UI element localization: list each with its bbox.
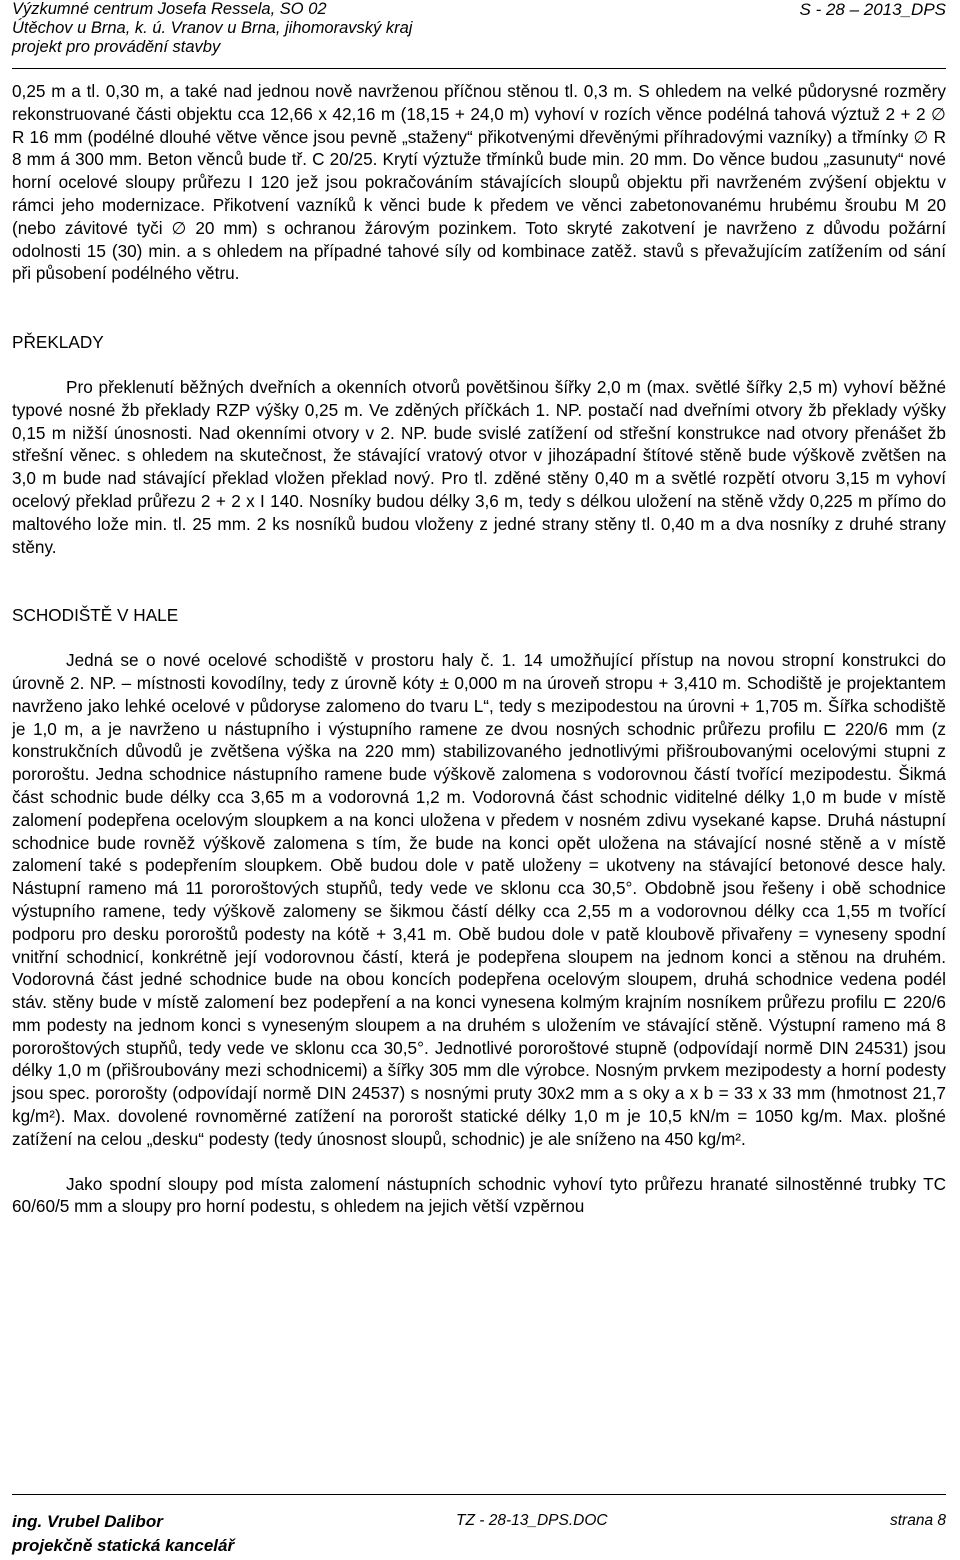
- footer-divider: [12, 1494, 946, 1495]
- header-divider: [12, 68, 946, 69]
- paragraph-lintels: Pro překlenutí běžných dveřních a okenních otvorů povětšinou šířky 2,0 m (max. světlé šířky 2,5 m) vyhoví běžné typové nosné žb překlady RZP výšky 0,25 m. Ve zděných příčkách 1. NP. postačí nad dveřními otvory žb překlady výšky 0,15 m nižší únosnosti. Nad okenními otvory v 2. NP. bude svislé zatížení od střešní konstrukce nad otvory přenášet žb střešní věnec. s ohledem na skutečnost, že stávající vratový otvor v jihozápadní štítové stěně bude výškově zvětšen na 3,0 m bude nad stávající překlad vložen překlad nový. Pro tl. zděné stěny 0,40 m a světlé rozpětí otvoru 3,15 m vyhoví ocelový překlad průřezu 2 + 2 x I 140. Nosníky budou délky 3,6 m, tedy s délkou uložení na stěně vždy 0,225 m přímo do maltového lože min. tl. 25 mm. 2 ks nosníků budou vloženy z jedné strany stěny tl. 0,40 m a dva nosníky z druhé strany stěny.: [12, 376, 946, 557]
- header-phase: projekt pro provádění stavby: [12, 38, 221, 56]
- footer-office: projekčně statická kancelář: [12, 1536, 235, 1555]
- header-location: Útěchov u Brna, k. ú. Vranov u Brna, jihomoravský kraj: [12, 19, 413, 37]
- paragraph-ring-beam: 0,25 m a tl. 0,30 m, a také nad jednou nově navrženou příčnou stěnou tl. 0,3 m. S ohledem na velké půdorysné rozměry rekonstruované části objektu cca 12,66 x 42,16 m (18,15 + 24,0 m) vyhoví v rozích věnce podélná tahová výztuž 2 + 2 ∅ R 16 mm (podélné dlouhé větve věnce jsou pevně „staženy“ přikotvenými dřevěnými příhradovými vazníky) a třmínky ∅ R 8 mm á 300 mm. Beton věnců bude tř. C 20/25. Krytí výztuže třmínků bude min. 20 mm. Do věnce budou „zasunuty“ nové horní ocelové sloupy průřezu I 120 jež jsou pokračováním stávajících sloupů objektu při navrženém zvýšení objektu v rámci jeho modernizace. Přikotvení vazníků k věnci bude k předem ve věnci zabetonovanému hrubému šroubu M 20 (nebo závitové tyči ∅ 20 mm) s ochranou žárovým pozinkem. Toto skryté zakotvení je navrženo z důvodu požární odolnosti 15 (30) min. a s ohledem na případné tahové síly od kombinace zatěž. stavů s převažujícím zatížením od sání při působení podélného větru.: [12, 81, 946, 284]
- footer-page-number: strana 8: [889, 1512, 946, 1529]
- paragraph-staircase: Jedná se o nové ocelové schodiště v prostoru haly č. 1. 14 umožňující přístup na novou stropní konstrukci do úrovně 2. NP. – místnosti kovodílny, tedy z úrovně kóty ± 0,000 m na úroveň stropu + 3,410 m. Schodiště je projektantem navrženo jako lehké ocelové v půdoryse zalomeno do tvaru L“, tedy s mezipodestou na úrovni + 1,705 m. Šířka schodiště je 1,0 m, a je navrženo u nástupního i výstupního ramene ze dvou nosných schodnic průřezu profilu ⊏ 220/6 mm (z konstrukčních důvodů je zvětšena výška na 220 mm) stabilizovaného jednotlivými přišroubovanými ocelovými stupni z pororoštu. Jedna schodnice nástupního ramene bude výškově zalomena s vodorovnou částí tvořící mezipodestu. Šikmá část schodnic bude délky cca 3,65 m a vodorovná 1,2 m. Vodorovná část schodnic viditelné délky 1,0 m bude v místě zalomení podepřena ocelovým sloupkem a na konci uložena v předem v nosném zdivu vysekané kapse. Druhá nástupní schodnice bude rovněž výškově zalomena s tím, že bude na konci opět uložena na stávající nosné stěně a v místě zalomení také s podepřením sloupkem. Obě budou dole v patě uloženy = ukotveny na stávající betonové desce haly. Nástupní rameno má 11 pororoštových stupňů, tedy vede ve sklonu cca 30,5°. Obdobně jsou řešeny i obě schodnice výstupního ramene, tedy výškově zalomeny se šikmou částí délky cca 2,55 m a vodorovnou délky cca 1,55 m tvořící podporu pro desku pororoštů podesty na kótě + 3,41 m. Obě budou dole v patě kloubově přivařeny = vyneseny spodní vnitřní schodnicí, konkrétně její vodorovnou částí, která je podepřena sloupem na jednom konci a stěnou na druhém. Vodorovná část jedné schodnice bude na obou koncích podepřena ocelovým sloupem, druhá schodnice vedena podél stáv. stěny bude v místě zalomení bez podepření a na konci vynesena kolmým krajním nosníkem průřezu profilu ⊏ 220/6 mm podesty na jednom konci s vyneseným sloupem a na druhém s uložením ve stávající stěně. Výstupní rameno má 8 pororoštových stupňů, tedy vede ve sklonu cca 30,5°. Jednotlivé pororoštové stupně (odpovídají normě DIN 24531) jsou délky 1,0 m (přišroubovány mezi schodnicemi) a šířky 305 mm dle výrobce. Nosným prvkem mezipodesty a horní podesty jsou spec. pororošty (odpovídají normě DIN 24537) s nosnými pruty 30x2 mm a s oky a x b = 33 x 33 mm (hmotnost 21,7 kg/m²). Max. dovolené rovnoměrné zatížení na pororošt statické délky 1,0 m je 10,5 kN/m = 1050 kg/m. Max. plošné zatížení na celou „desku“ podesty (tedy únosnost sloupů, schodnic) je ale sníženo na 450 kg/m².: [12, 650, 946, 1149]
- paragraph-columns: Jako spodní sloupy pod místa zalomení nástupních schodnic vyhoví tyto průřezu hranaté silnostěnné trubky TC 60/60/5 mm a sloupy pro horní podestu, s ohledem na jejich větší vzpěrnou: [12, 1173, 946, 1217]
- header-code: S - 28 – 2013_DPS: [799, 0, 946, 19]
- footer-author: ing. Vrubel Dalibor: [12, 1512, 163, 1531]
- page-header: [12, 0, 946, 64]
- footer-filename: TZ - 28-13_DPS.DOC: [456, 1512, 608, 1529]
- document-body: [12, 80, 946, 1218]
- header-project: Výzkumné centrum Josefa Ressela, SO 02: [12, 0, 327, 18]
- section-heading-lintels: PŘEKLADY: [12, 332, 104, 353]
- section-heading-staircase: SCHODIŠTĚ V HALE: [12, 605, 179, 626]
